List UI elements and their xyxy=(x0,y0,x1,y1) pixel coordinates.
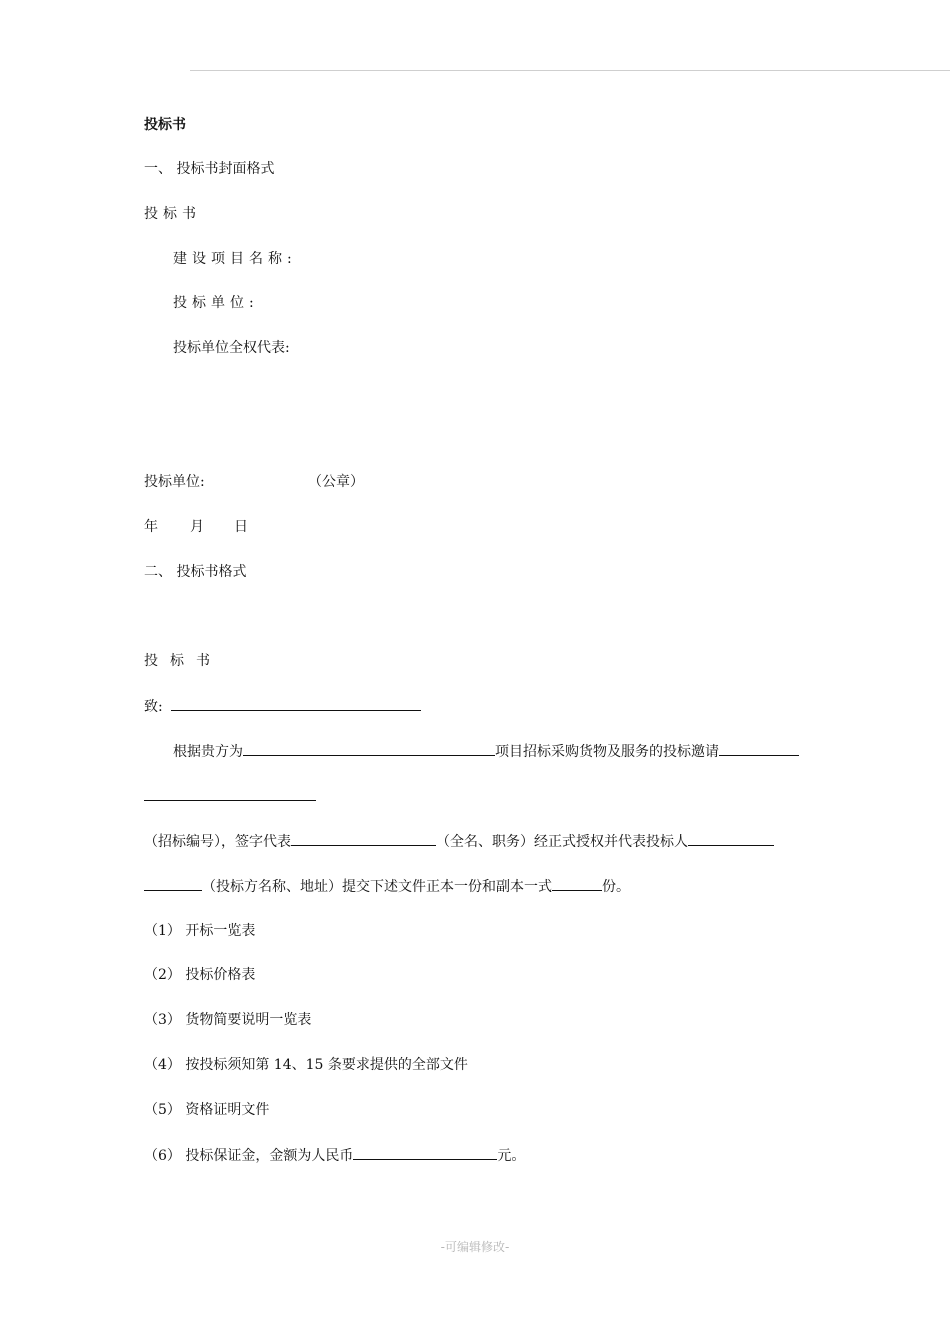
paragraph-3 xyxy=(144,877,630,896)
invitation-blank-continued[interactable] xyxy=(144,787,316,801)
signatory-blank[interactable] xyxy=(291,832,436,846)
list-item-deposit xyxy=(144,1146,525,1165)
list-item: （2） 投标价格表 xyxy=(144,967,256,983)
bidder-blank[interactable] xyxy=(688,832,774,846)
paragraph-1 xyxy=(173,742,799,761)
deposit-amount-blank[interactable] xyxy=(353,1146,497,1160)
para1-text-a: 根据贵方为 xyxy=(173,744,243,760)
list-item: （4） 按投标须知第 14、15 条要求提供的全部文件 xyxy=(144,1057,468,1073)
bidder-seal-label: 投标单位: xyxy=(144,474,205,490)
para2-text-b: （全名、职务）经正式授权并代表投标人 xyxy=(436,834,688,850)
bidder-label: 投标单位: xyxy=(173,295,259,311)
page-footer: -可编辑修改- xyxy=(440,1240,510,1254)
cover-title: 投标书 xyxy=(144,206,201,222)
para3-text-a: （投标方名称、地址）提交下述文件正本一份和副本一式 xyxy=(202,879,552,895)
list-item: （1） 开标一览表 xyxy=(144,923,256,939)
seal-label: （公章） xyxy=(308,474,364,490)
letter-title: 投标书 xyxy=(144,653,222,669)
document-title: 投标书 xyxy=(144,117,186,133)
para3-text-b: 份。 xyxy=(602,879,630,895)
addressee-blank[interactable] xyxy=(171,697,421,711)
representative-label: 投标单位全权代表: xyxy=(173,340,290,356)
date-day: 日 xyxy=(234,519,248,535)
date-year: 年 xyxy=(144,519,158,535)
section-1-heading: 一、 投标书封面格式 xyxy=(144,161,275,177)
date-month: 月 xyxy=(190,519,204,535)
section-2-heading: 二、 投标书格式 xyxy=(144,564,247,580)
item6-text-b: 元。 xyxy=(497,1148,526,1164)
to-label: 致: xyxy=(144,699,163,715)
copies-blank[interactable] xyxy=(552,877,602,891)
paragraph-1-continuation xyxy=(144,787,316,806)
bidder-blank-continued[interactable] xyxy=(144,877,202,891)
project-name-label: 建设项目名称: xyxy=(173,251,297,267)
para1-text-b: 项目招标采购货物及服务的投标邀请 xyxy=(495,744,719,760)
project-blank[interactable] xyxy=(243,742,495,756)
header-rule xyxy=(190,70,950,71)
invitation-blank[interactable] xyxy=(719,742,799,756)
para2-text-a: （招标编号），签字代表 xyxy=(144,834,291,850)
addressee-line xyxy=(144,697,421,716)
list-item: （5） 资格证明文件 xyxy=(144,1102,270,1118)
list-item: （3） 货物简要说明一览表 xyxy=(144,1012,312,1028)
item6-text-a: （6） 投标保证金，金额为人民币 xyxy=(144,1148,354,1164)
paragraph-2 xyxy=(144,832,774,851)
